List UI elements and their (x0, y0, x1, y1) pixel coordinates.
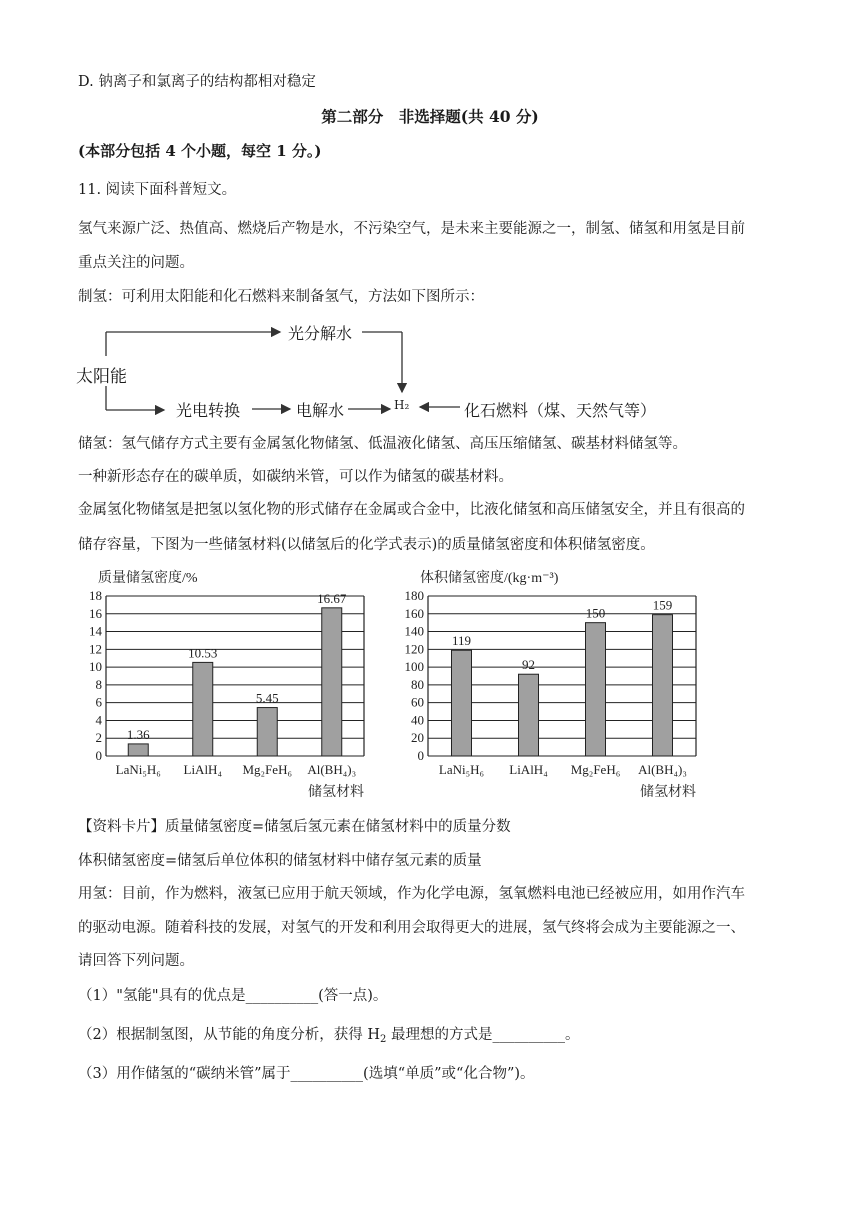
chart-mass-density-svg (78, 566, 378, 806)
chart-1-y-tick-label: 0 (417, 748, 424, 763)
paragraph-usage-line2: 的驱动电源。随着科技的发展，对氢气的开发和利用会取得更大的进展，氢气终将会成为主要能源之一、 (78, 920, 745, 936)
sub-question-1: （1）"氢能"具有的优点是__________(答一点)。 (78, 988, 388, 1004)
chart-0-bar (193, 662, 213, 756)
chart-0-y-tick-label: 4 (95, 712, 102, 728)
chart-1-x-tick-label: Mg₂FeH₆ (570, 762, 621, 777)
chart-1-data-label: 92 (522, 657, 535, 673)
paragraph-intro-line2: 重点关注的问题。 (78, 255, 194, 271)
chart-0-y-tick-label: 8 (95, 676, 102, 692)
hydrogen-production-diagram (72, 318, 712, 426)
sub-question-3: （3）用作储氢的“碳纳米管”属于__________(选填“单质”或“化合物”)。 (78, 1066, 535, 1082)
chart-1-x-tick-label: LaNi₅H₆ (438, 762, 485, 777)
chart-0-bar (257, 708, 277, 756)
chart-1-x-axis-title: 储氢材料 (640, 785, 696, 800)
data-card-line1: 【资料卡片】质量储氢密度=储氢后氢元素在储氢材料中的质量分数 (78, 819, 511, 835)
diagram-hydrogen: H₂ (394, 398, 410, 412)
chart-0-y-tick-label: 18 (89, 588, 102, 603)
chart-0-bar (128, 744, 148, 756)
chart-0-x-tick-label: LaNi₅H₆ (115, 762, 161, 777)
chart-0-y-tick-label: 2 (95, 730, 102, 746)
chart-0-y-tick-label: 10 (89, 659, 102, 675)
chart-1-y-tick-label: 180 (404, 588, 424, 603)
chart-1-x-tick-label: Al(BH₄)₃ (638, 762, 687, 777)
question-11-heading: 11. 阅读下面科普短文。 (78, 182, 237, 198)
chart-mass-density (78, 566, 378, 806)
diagram-electrolysis-water: 电解水 (296, 401, 345, 420)
paragraph-production: 制氢：可利用太阳能和化石燃料来制备氢气，方法如下图所示： (78, 289, 484, 305)
chart-1-y-tick-label: 120 (404, 641, 424, 657)
chart-0-y-axis-title: 质量储氢密度/% (98, 571, 198, 586)
paragraph-metal-hydride-line1: 金属氢化物储氢是把氢以氢化物的形式储存在金属或合金中，比液化储氢和高压储氢安全，并且有很高的 (78, 502, 745, 518)
chart-0-x-tick-label: LiAlH₄ (183, 762, 222, 777)
chart-1-bar (519, 674, 539, 756)
chart-0-data-label: 16.67 (317, 590, 347, 606)
paragraph-storage: 储氢：氢气储存方式主要有金属氢化物储氢、低温液化储氢、高压压缩储氢、碳基材料储氢等。 (78, 436, 687, 452)
option-d: D. 钠离子和氯离子的结构都相对稳定 (78, 74, 316, 90)
chart-1-y-tick-label: 80 (411, 676, 424, 692)
chart-0-x-tick-label: Al(BH₄)₃ (307, 762, 357, 777)
chart-1-y-tick-label: 140 (404, 623, 424, 639)
chart-0-y-tick-label: 0 (95, 748, 102, 763)
chart-1-y-tick-label: 100 (404, 659, 424, 675)
chart-1-y-tick-label: 160 (404, 605, 424, 621)
chart-0-x-axis-title: 储氢材料 (308, 785, 364, 800)
chart-0-data-label: 1.36 (126, 726, 150, 742)
diagram-photolysis-water: 光分解水 (288, 324, 353, 343)
chart-1-data-label: 150 (585, 605, 606, 621)
sub-question-2 (78, 1025, 579, 1050)
diagram-fossil-fuel: 化石燃料（煤、天然气等） (464, 401, 657, 420)
chart-0-data-label: 5.45 (255, 690, 279, 706)
paragraph-metal-hydride-line2: 储存容量，下图为一些储氢材料(以储氢后的化学式表示)的质量储氢密度和体积储氢密度。 (78, 537, 655, 553)
chart-1-bar (586, 623, 606, 756)
part-note: (本部分包括 4 个小题，每空 1 分。) (78, 142, 322, 160)
sub-question-2-subscript: 2 (379, 1034, 387, 1045)
sub-question-2-post: 最理想的方式是__________。 (386, 1027, 580, 1043)
part-title: 第二部分 非选择题(共 40 分) (321, 107, 539, 126)
chart-1-y-tick-label: 20 (411, 730, 424, 746)
paragraph-carbon-nanotube: 一种新形态存在的碳单质，如碳纳米管，可以作为储氢的碳基材料。 (78, 469, 513, 485)
chart-0-y-tick-label: 12 (89, 641, 102, 657)
chart-1-y-tick-label: 40 (411, 712, 424, 728)
paragraph-intro-line1: 氢气来源广泛、热值高、燃烧后产物是水，不污染空气，是未来主要能源之一，制氢、储氢和用氢是目前 (78, 221, 745, 237)
chart-0-y-tick-label: 14 (89, 623, 102, 639)
paragraph-usage-line3: 请回答下列问题。 (78, 953, 194, 969)
chart-1-data-label: 159 (652, 597, 673, 613)
chart-1-x-tick-label: LiAlH₄ (509, 762, 548, 777)
chart-0-x-tick-label: Mg₂FeH₆ (242, 762, 293, 777)
chart-1-y-tick-label: 60 (411, 694, 424, 710)
chart-1-bar (452, 650, 472, 756)
diagram-solar-energy: 太阳能 (76, 367, 127, 387)
chart-1-y-axis-title: 体积储氢密度/(kg·m⁻³) (420, 571, 559, 586)
chart-0-data-label: 10.53 (188, 645, 218, 661)
chart-volume-density (400, 566, 710, 806)
chart-1-data-label: 119 (451, 633, 472, 649)
chart-1-bar (653, 615, 673, 756)
chart-0-y-tick-label: 6 (95, 694, 102, 710)
chart-0-bar (322, 608, 342, 756)
chart-volume-density-svg (400, 566, 710, 806)
chart-0-y-tick-label: 16 (89, 605, 102, 621)
diagram-photoelectric-conversion: 光电转换 (176, 401, 241, 420)
paragraph-usage-line1: 用氢：目前，作为燃料，液氢已应用于航天领域，作为化学电源，氢氧燃料电池已经被应用，如用作汽车 (78, 886, 745, 902)
data-card-line2: 体积储氢密度=储氢后单位体积的储氢材料中储存氢元素的质量 (78, 853, 482, 869)
sub-question-2-pre: （2）根据制氢图，从节能的角度分析，获得 H (78, 1027, 380, 1043)
